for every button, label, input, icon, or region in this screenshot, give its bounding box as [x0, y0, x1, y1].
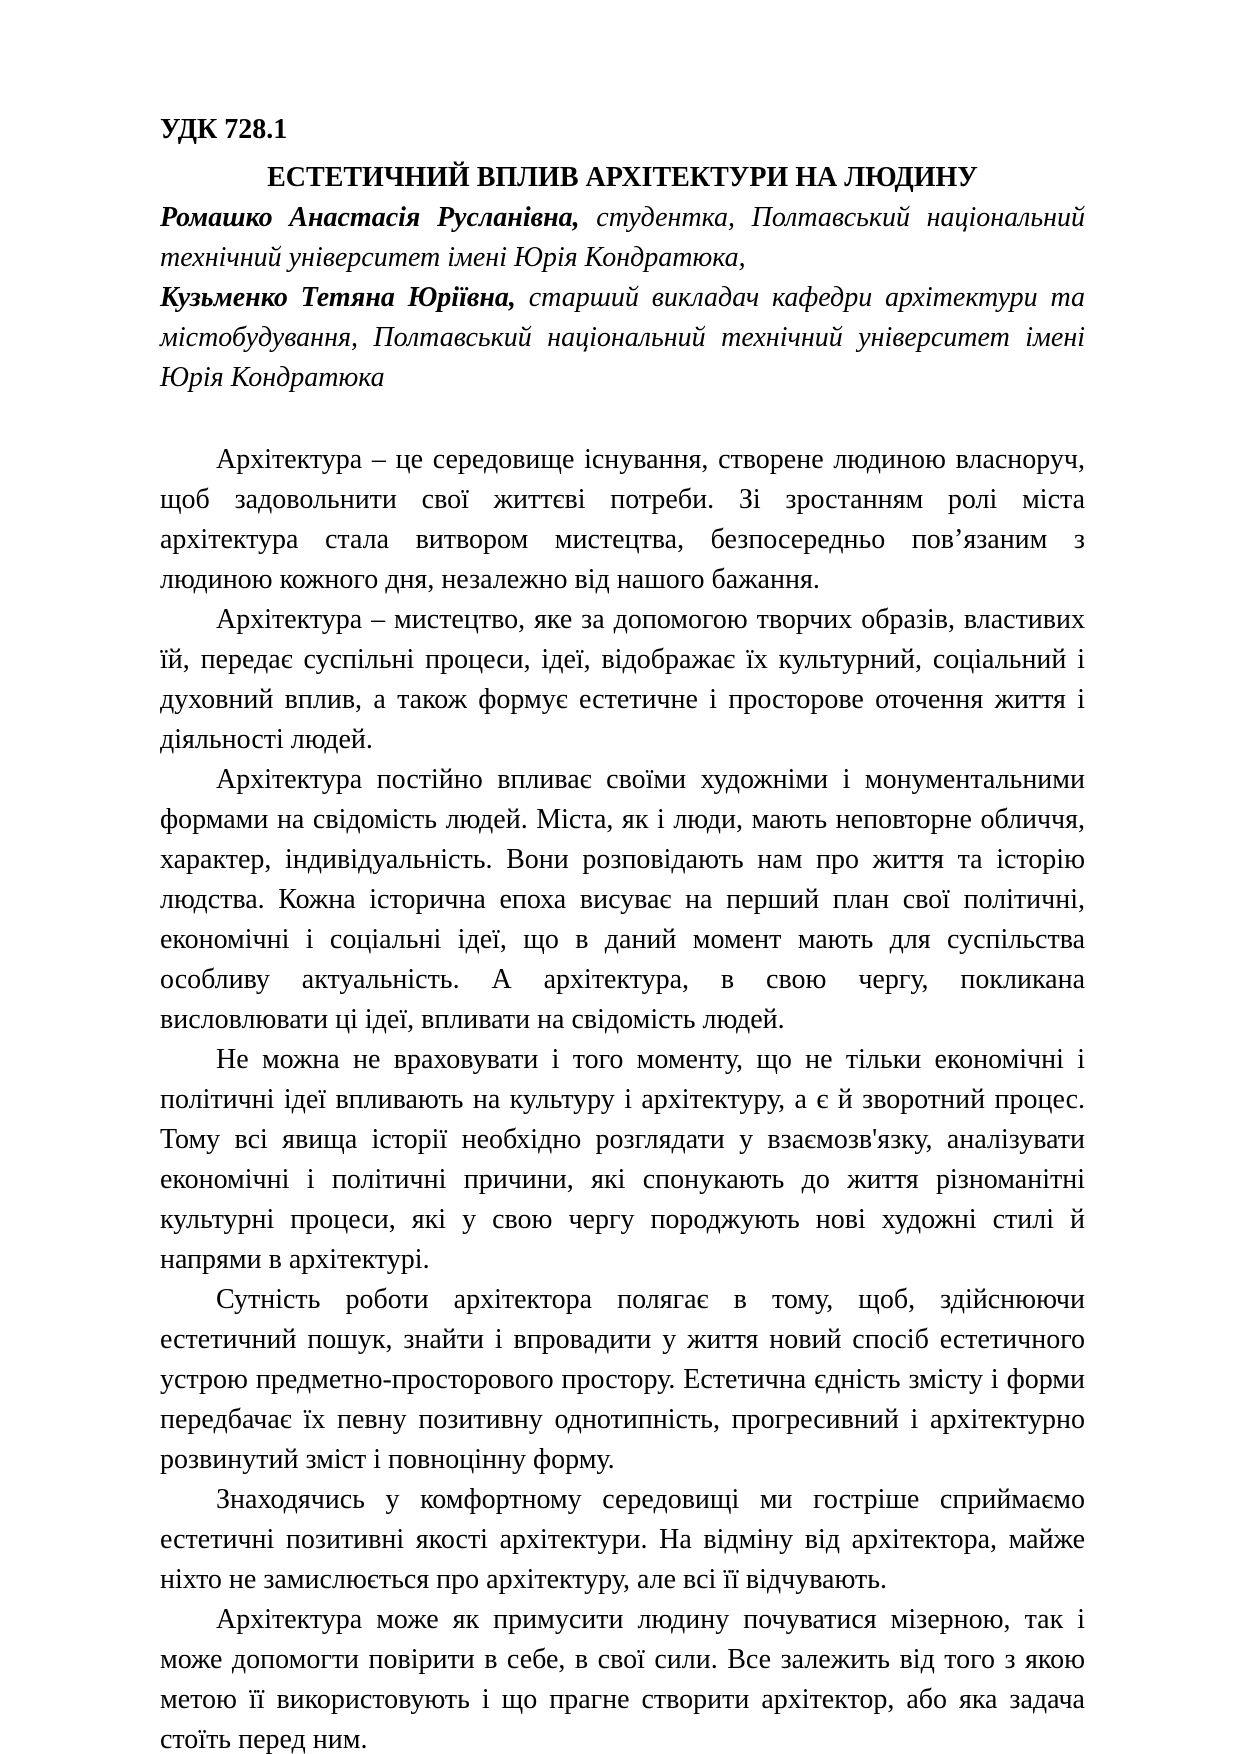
body-paragraph-1: Архітектура – це середовище існування, створене людиною власноруч, щоб задовольнити свої життєві потреби. Зі зростанням ролі міста архітектура стала витвором мистецтва, безпосередньо пов’язаним з людиною кожного дня, незалежно від нашого бажання.: [160, 444, 1085, 595]
author-line-2: [160, 278, 1085, 398]
author-1-affiliation: студентка, Полтавський національний технічний університет імені Юрія Кондратюка,: [160, 202, 1086, 273]
author-2-affiliation: старший викладач кафедри архітектури та містобудування, Полтавський національний технічний університет імені Юрія Кондратюка: [160, 282, 1086, 393]
body-paragraph-6: Знаходячись у комфортному середовищі ми гостріше сприймаємо естетичні позитивні якості архітектури. На відміну від архітектора, майже ніхто не замислюється про архітектуру, але всі її відчувають.: [160, 1484, 1085, 1595]
body-paragraph-4: Не можна не враховувати і того моменту, що не тільки економічні і політичні ідеї впливають на культуру і архітектуру, а є й зворотний процес. Тому всі явища історії необхідно розглядати у взаємозв'язку, аналізувати економічні і політичні причини, які спонукають до життя різноманітні культурні процеси, які у свою чергу породжують нові художні стилі й напрями в архітектурі.: [160, 1044, 1085, 1275]
article-body: [160, 440, 1085, 1754]
udc-code: УДК 728.1: [160, 114, 288, 145]
author-line-1: [160, 198, 1085, 278]
author-1-name: Ромашко Анастасія Русланівна,: [160, 202, 580, 233]
article-title: ЕСТЕТИЧНИЙ ВПЛИВ АРХІТЕКТУРИ НА ЛЮДИНУ: [267, 162, 978, 193]
author-2-name: Кузьменко Тетяна Юріївна,: [160, 282, 516, 313]
body-paragraph-3: Архітектура постійно впливає своїми художніми і монументальними формами на свідомість людей. Міста, як і люди, мають неповторне обличчя, характер, індивідуальність. Вони розповідають нам про життя та історію людства. Кожна історична епоха висуває на перший план свої політичні, економічні і соціальні ідеї, що в даний момент мають для суспільства особливу актуальність. А архітектура, в свою чергу, покликана висловлювати ці ідеї, впливати на свідомість людей.: [160, 764, 1085, 1035]
body-paragraph-7: Архітектура може як примусити людину почуватися мізерною, так і може допомогти повірити в себе, в свої сили. Все залежить від того з якою метою її використовують і що прагне створити архітектор, або яка задача стоїть перед ним.: [160, 1604, 1085, 1754]
body-paragraph-5: Сутність роботи архітектора полягає в тому, щоб, здійснюючи естетичний пошук, знайти і впровадити у життя новий спосіб естетичного устрою предметно-просторового простору. Естетична єдність змісту і форми передбачає їх певну позитивну однотипність, прогресивний і архітектурно розвинутий зміст і повноцінну форму.: [160, 1284, 1085, 1475]
body-paragraph-2: Архітектура – мистецтво, яке за допомогою творчих образів, властивих їй, передає суспільні процеси, ідеї, відображає їх культурний, соціальний і духовний вплив, а також формує естетичне і просторове оточення життя і діяльності людей.: [160, 604, 1085, 755]
